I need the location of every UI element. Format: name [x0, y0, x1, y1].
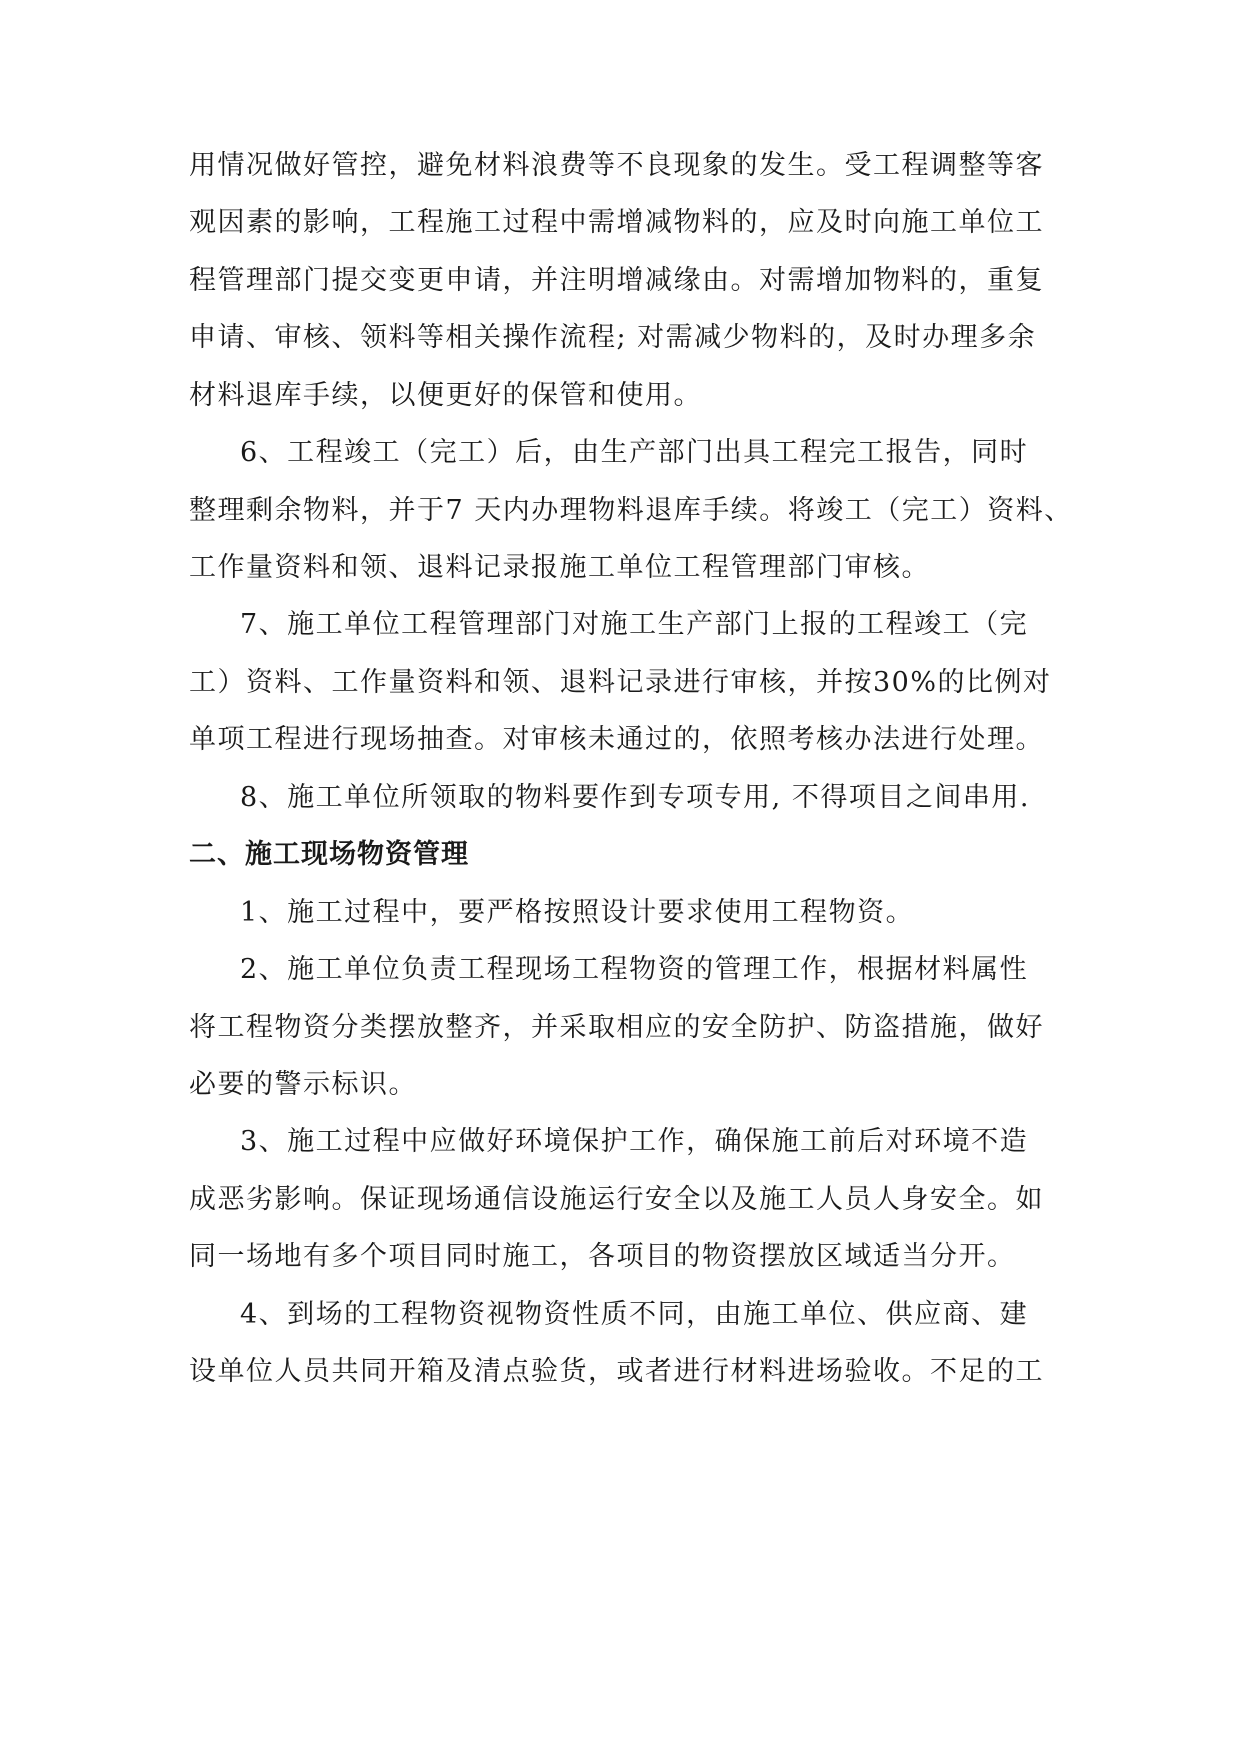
text-line: 8、施工单位所领取的物料要作到专项专用, 不得项目之间串用. [240, 782, 1030, 813]
text-line: 1、施工过程中，要严格按照设计要求使用工程物资。 [240, 897, 915, 928]
text-line: 用情况做好管控，避免材料浪费等不良现象的发生。受工程调整等客 [189, 150, 1044, 181]
text-line: 将工程物资分类摆放整齐，并采取相应的安全防护、防盗措施，做好 [189, 1012, 1044, 1043]
text-line: 2、施工单位负责工程现场工程物资的管理工作，根据材料属性 [240, 954, 1029, 985]
text-line: 观因素的影响，工程施工过程中需增减物料的，应及时向施工单位工 [189, 207, 1044, 238]
text-line: 设单位人员共同开箱及清点验货，或者进行材料进场验收。不足的工 [189, 1356, 1044, 1387]
text-line: 材料退库手续，以便更好的保管和使用。 [189, 380, 702, 411]
text-line: 程管理部门提交变更申请，并注明增减缘由。对需增加物料的，重复 [189, 265, 1044, 296]
text-line: 成恶劣影响。保证现场通信设施运行安全以及施工人员人身安全。如 [189, 1184, 1044, 1215]
text-line: 必要的警示标识。 [189, 1069, 417, 1100]
text-line: 6、工程竣工（完工）后，由生产部门出具工程完工报告，同时 [240, 437, 1029, 468]
text-line: 4、到场的工程物资视物资性质不同，由施工单位、供应商、建 [240, 1299, 1029, 1330]
section-heading: 二、施工现场物资管理 [189, 839, 469, 870]
text-line: 单项工程进行现场抽查。对审核未通过的，依照考核办法进行处理。 [189, 724, 1044, 755]
text-line: 3、施工过程中应做好环境保护工作，确保施工前后对环境不造 [240, 1126, 1029, 1157]
text-line: 整理剩余物料，并于7 天内办理物料退库手续。将竣工（完工）资料、 [189, 495, 1073, 526]
text-line: 7、施工单位工程管理部门对施工生产部门上报的工程竣工（完 [240, 609, 1029, 640]
text-line: 工作量资料和领、退料记录报施工单位工程管理部门审核。 [189, 552, 930, 583]
text-line: 同一场地有多个项目同时施工，各项目的物资摆放区域适当分开。 [189, 1241, 1016, 1272]
text-line: 申请、审核、领料等相关操作流程; 对需减少物料的，及时办理多余 [189, 322, 1037, 353]
text-line: 工）资料、工作量资料和领、退料记录进行审核，并按30%的比例对 [189, 667, 1052, 698]
